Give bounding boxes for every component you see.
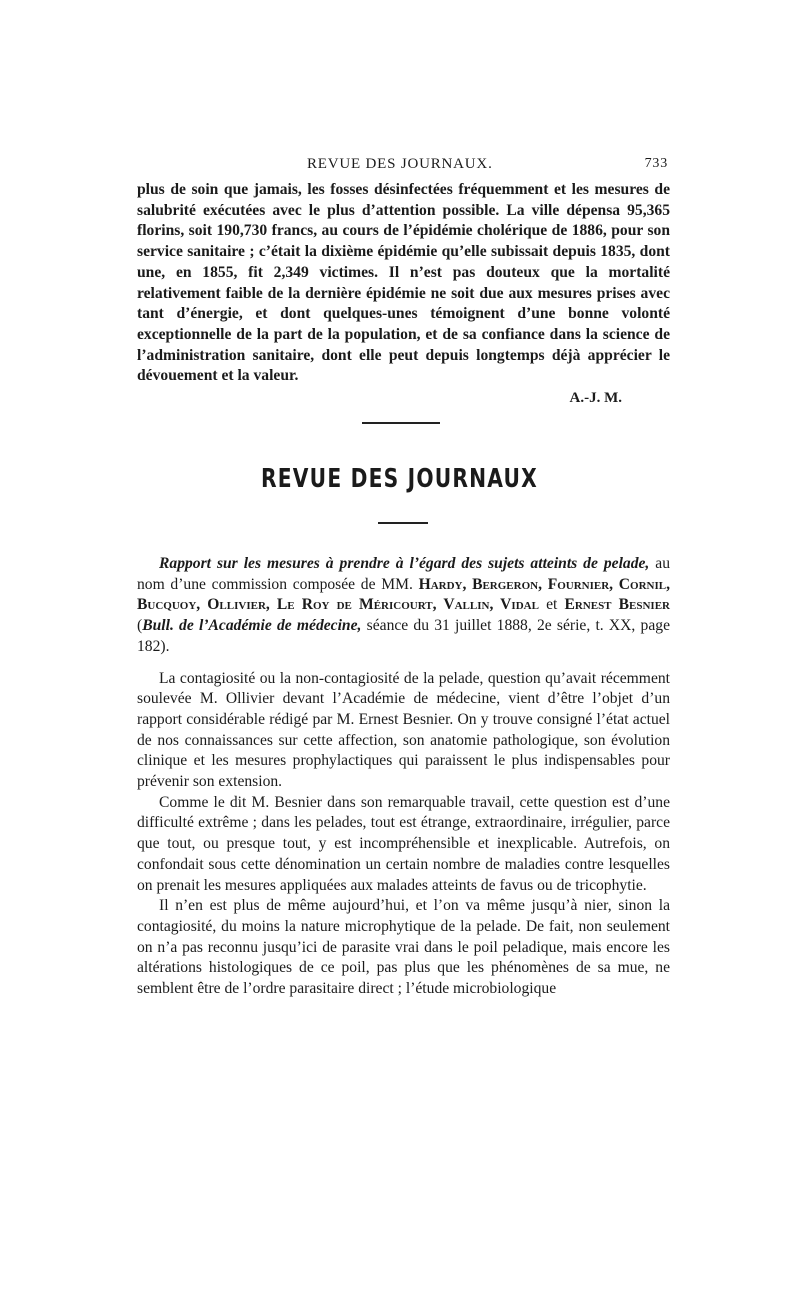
separator-rule bbox=[362, 422, 440, 424]
commission-members: Hardy, Bergeron, Fournier, Cornil, Bucquoy, Ollivier, Le Roy de Méricourt, Vallin, Vidal bbox=[137, 575, 670, 614]
body-paragraph: Il n’en est plus de même aujourd’hui, et l’on va même jusqu’à nier, sinon la contagiosité, du moins la nature microphytique de la pelade. De fait, non seulement on n’a pas reconnu jusqu’ici de parasite vrai dans le poil peladique, mais encore les altérations histologiques de ce poil, pas plus que les phénomènes de sa mue, ne semblent être de l’ordre parasitaire direct ; l’étude microbiologique bbox=[137, 897, 670, 998]
document-page bbox=[137, 154, 670, 1000]
continuation-paragraph: plus de soin que jamais, les fosses désinfectées fréquemment et les mesures de salubrité exécutées avec le plus d’attention possible. La ville dépensa 95,365 florins, soit 190,730 francs, au cours de l’épidémie cholérique de 1886, pour son service sanitaire ; c’était la dixième épidémie qu’elle subissait depuis 1835, dont une, en 1855, fit 2,349 victimes. Il n’est pas douteux que la mortalité relativement faible de la dernière épidémie ne soit due aux mesures prises avec tant d’énergie, et dont quelques-unes témoignent d’une bonne volonté exceptionnelle de la part de la population, et de sa confiance dans la science de l’administration sanitaire, dont elle peut depuis longtemps déjà apprécier le dévouement et la valeur. bbox=[137, 181, 670, 385]
commission-last-member: Ernest Besnier bbox=[564, 596, 670, 614]
body-paragraph: Comme le dit M. Besnier dans son remarquable travail, cette question est d’une difficulté extrême ; dans les pelades, tout est étrange, extraordinaire, irrégulier, parce que tout, ou presque tout, y est incompréhensible et inexplicable. Autrefois, on confondait sous cette dénomination un certain nombre de maladies contre lesquelles on prenait les mesures appliquées aux malades atteints de favus ou de tricophytie. bbox=[137, 793, 670, 894]
members-conjunction: et bbox=[546, 596, 558, 614]
author-signature: A.-J. M. bbox=[569, 390, 622, 407]
source-open: ( bbox=[137, 617, 143, 635]
running-head bbox=[137, 154, 670, 180]
section-title: REVUE DES JOURNAUX bbox=[261, 464, 538, 495]
body-paragraph: La contagiosité ou la non-contagiosité de la pelade, question qu’avait récemment soulevée M. Ollivier devant l’Académie de médecine, vient d’être l’objet d’un rapport considérable rédigé par M. Ernest Besnier. On y trouve consigné l’état actuel de nos connaissances sur cette affection, son anatomie pathologique, son évolution clinique et les mesures prophylactiques qui paraissent le plus indispensables pour prévenir son extension. bbox=[137, 669, 670, 791]
commission-intro: au nom d’une commission composée de MM. bbox=[137, 555, 671, 593]
source-title: Bull. de l’Académie de médecine, bbox=[142, 617, 362, 635]
page-number: 733 bbox=[644, 156, 668, 171]
source-details: séance du 31 juillet 1888, 2e série, t. XX, page 182). bbox=[137, 617, 670, 655]
section-rule bbox=[378, 522, 428, 524]
report-citation bbox=[137, 554, 670, 658]
running-head-title: REVUE DES JOURNAUX. bbox=[307, 156, 493, 172]
report-title: Rapport sur les mesures à prendre à l’égard des sujets atteints de pelade, bbox=[159, 555, 650, 573]
